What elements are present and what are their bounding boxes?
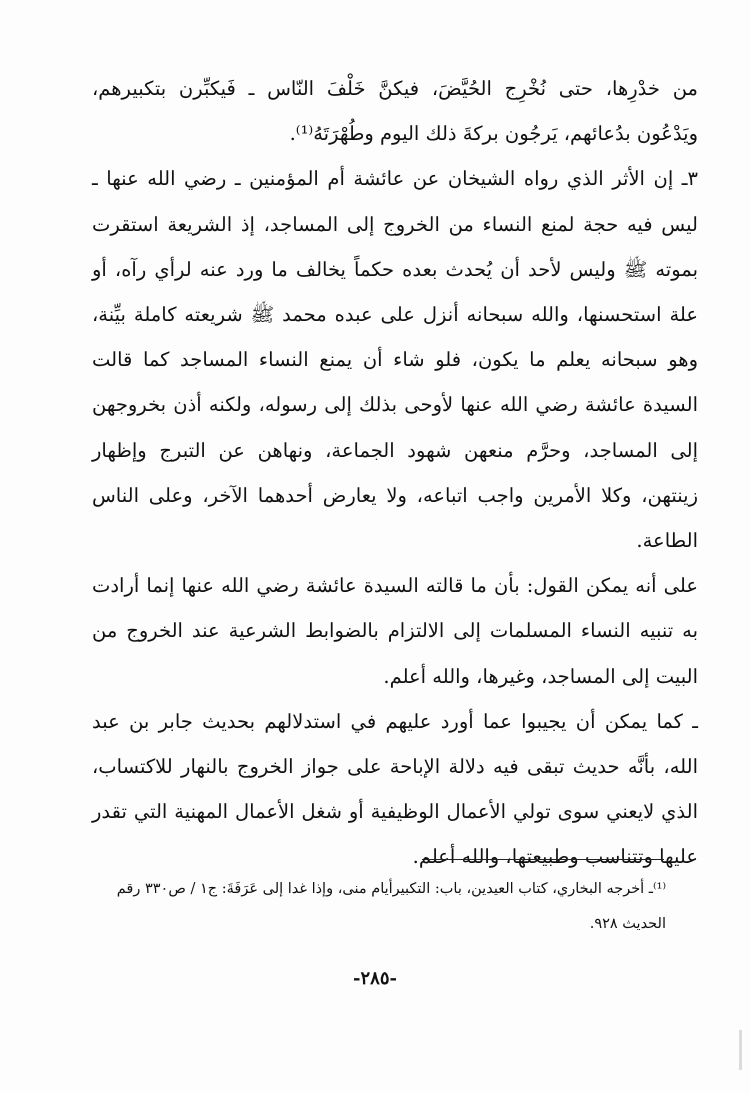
paragraph-2: ٣ـ إن الأثر الذي رواه الشيخان عن عائشة أم المؤمنين ـ رضي الله عنها ـ ليس فيه حجة لمنع النساء من الخروج إلى المساجد، إذ الشريعة استقرت بموته ﷺ وليس لأحد أن يُحدث بعده حكماً يخالف ما ورد عنه لرأي رآه، أو علة استحسنها، والله سبحانه أنزل على عبده محمد ﷺ شريعته كاملة بيِّنة، وهو سبحانه يعلم ما يكون، فلو شاء أن يمنع النساء المساجد كما قالت السيدة عائشة رضي الله عنها لأوحى بذلك إلى رسوله، ولكنه أذن بخروجهن إلى المساجد، وحرَّم منعهن شهود الجماعة، ونهاهن عن التبرج وإظهار زينتهن، وكلا الأمرين واجب اتباعه، ولا يعارض أحدهما الآخر، وعلى الناس الطاعة. [92, 167, 698, 553]
paragraph-3: على أنه يمكن القول: بأن ما قالته السيدة عائشة رضي الله عنها إنما أرادت به تنبيه النساء المسلمات إلى الالتزام بالضوابط الشرعية عند الخروج من البيت إلى المساجد، وغيرها، والله أعلم. [92, 574, 698, 688]
footnote-1: ⁽¹⁾ـ أخرجه البخاري، كتاب العيدين، باب: التكبيرأيام منى، وإذا غدا إلى عَرَفَةَ: ج١ / ص٣٣٠ رقم الحديث ٩٢٨. [116, 881, 666, 932]
footnotes [80, 872, 666, 942]
paragraph-4: ـ كما يمكن أن يجيبوا عما أورد عليهم في استدلالهم بحديث جابر بن عبد الله، بأنَّه حديث تبقى فيه دلالة الإباحة على جواز الخروج بالنهار للاكتساب، الذي لايعني سوى تولي الأعمال الوظيفية أو شغل الأعمال المهنية التي تقدر عليها وتتناسب وطبيعتها، والله أعلم. [92, 709, 698, 869]
footnote-divider [422, 859, 664, 860]
paragraph-1: من خدْرِها، حتى نُخْرِج الحُيَّضَ، فيكنَّ خَلْفَ النّاس ـ فَيكبِّرن بتكبيرهم، ويَدْعُون بدُعائهم، يَرجُون بركةَ ذلك اليوم وطُهْرَتَهُ⁽¹⁾. [92, 77, 698, 146]
main-text [92, 66, 698, 880]
page-number: -٢٨٥- [353, 968, 397, 989]
scan-edge-mark [739, 1030, 742, 1070]
